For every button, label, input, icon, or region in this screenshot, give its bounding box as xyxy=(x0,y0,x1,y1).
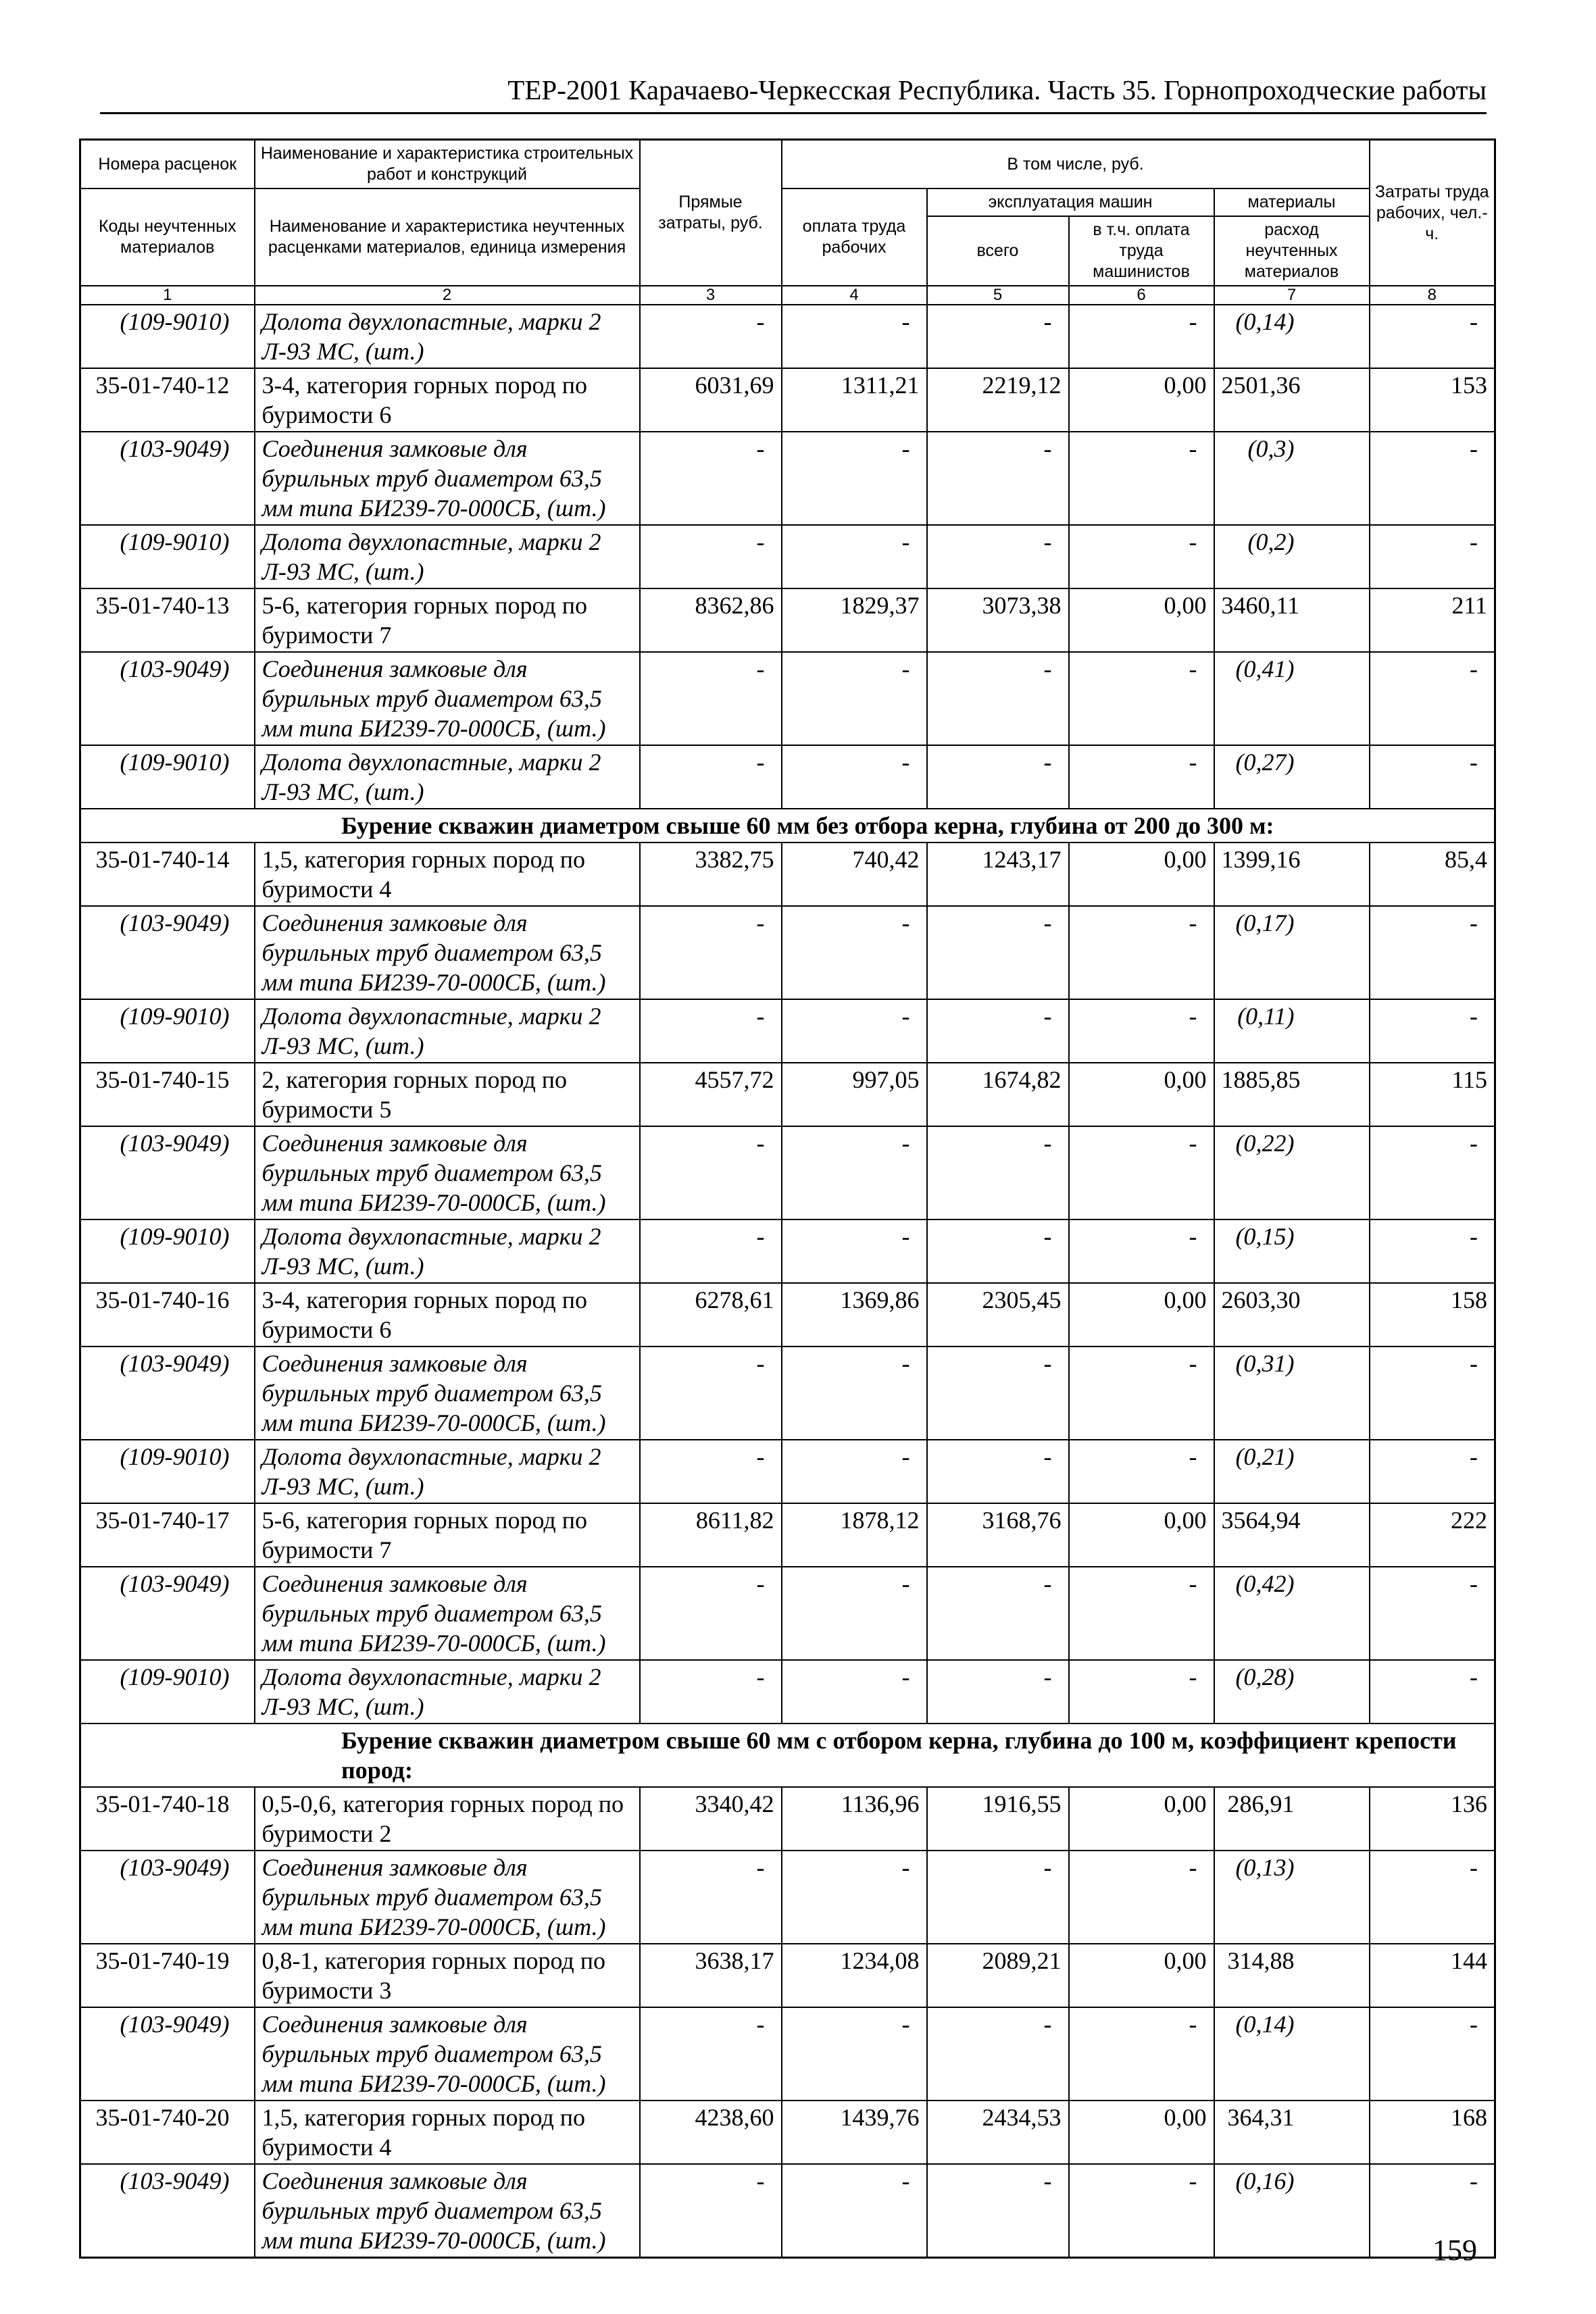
description-cell: Соединения замковые для бурильных труб диаметром 63,5 мм типа БИ239-70-000СБ, (шт.) xyxy=(255,1347,640,1440)
col-total: всего xyxy=(927,216,1069,286)
material-row xyxy=(80,1660,1495,1724)
machines-total-cell: - xyxy=(927,1219,1069,1283)
material-row xyxy=(80,2007,1495,2101)
code-cell: (109-9010) xyxy=(80,305,255,368)
code-cell: 35-01-740-16 xyxy=(80,1283,255,1347)
materials-cell: (0,16) xyxy=(1214,2164,1370,2258)
rate-row xyxy=(80,1283,1495,1347)
machinists-cell: - xyxy=(1069,652,1214,745)
direct-cost-cell: - xyxy=(640,2007,782,2101)
description-cell: 0,8-1, категория горных пород по буримости 3 xyxy=(255,1944,640,2007)
code-cell: (109-9010) xyxy=(80,1219,255,1283)
wages-cell: - xyxy=(782,305,927,368)
description-cell: 5-6, категория горных пород по буримости 7 xyxy=(255,588,640,652)
section-heading-row xyxy=(80,1724,1495,1787)
direct-cost-cell: - xyxy=(640,1660,782,1724)
material-row xyxy=(80,1440,1495,1503)
rate-row xyxy=(80,368,1495,432)
rate-row xyxy=(80,1063,1495,1126)
direct-cost-cell: - xyxy=(640,1126,782,1219)
wages-cell: - xyxy=(782,906,927,999)
material-row xyxy=(80,1219,1495,1283)
machines-total-cell: 3168,76 xyxy=(927,1503,1069,1567)
wages-cell: 740,42 xyxy=(782,842,927,906)
wages-cell: - xyxy=(782,2007,927,2101)
wages-cell: - xyxy=(782,1219,927,1283)
code-cell: (103-9049) xyxy=(80,432,255,525)
machinists-cell: 0,00 xyxy=(1069,1063,1214,1126)
direct-cost-cell: - xyxy=(640,745,782,809)
labor-cell: 85,4 xyxy=(1370,842,1495,906)
col-labor: Затраты труда рабочих, чел.-ч. xyxy=(1370,140,1495,286)
machinists-cell: - xyxy=(1069,432,1214,525)
code-cell: (103-9049) xyxy=(80,2164,255,2258)
machines-total-cell: - xyxy=(927,1567,1069,1660)
direct-cost-cell: - xyxy=(640,1567,782,1660)
machines-total-cell: - xyxy=(927,1126,1069,1219)
materials-cell: 314,88 xyxy=(1214,1944,1370,2007)
direct-cost-cell: 8611,82 xyxy=(640,1503,782,1567)
code-cell: 35-01-740-17 xyxy=(80,1503,255,1567)
direct-cost-cell: - xyxy=(640,906,782,999)
labor-cell: 168 xyxy=(1370,2101,1495,2164)
page-header: ТЕР-2001 Карачаево-Черкесская Республика. Часть 35. Горнопроходческие работы xyxy=(100,73,1487,114)
machinists-cell: - xyxy=(1069,1126,1214,1219)
description-cell: 3-4, категория горных пород по буримости 6 xyxy=(255,368,640,432)
wages-cell: - xyxy=(782,525,927,588)
col-index: 8 xyxy=(1370,286,1495,305)
machines-total-cell: - xyxy=(927,2164,1069,2258)
wages-cell: - xyxy=(782,2164,927,2258)
materials-cell: (0,41) xyxy=(1214,652,1370,745)
col-wages: оплата труда рабочих xyxy=(782,188,927,286)
machinists-cell: - xyxy=(1069,999,1214,1063)
direct-cost-cell: - xyxy=(640,305,782,368)
col-index: 6 xyxy=(1069,286,1214,305)
col-direct: Прямые затраты, руб. xyxy=(640,140,782,286)
wages-cell: 997,05 xyxy=(782,1063,927,1126)
labor-cell: - xyxy=(1370,305,1495,368)
description-cell: Долота двухлопастные, марки 2 Л-93 МС, (шт.) xyxy=(255,745,640,809)
labor-cell: - xyxy=(1370,1219,1495,1283)
labor-cell: - xyxy=(1370,906,1495,999)
machinists-cell: - xyxy=(1069,1567,1214,1660)
machines-total-cell: 2219,12 xyxy=(927,368,1069,432)
machinists-cell: 0,00 xyxy=(1069,588,1214,652)
labor-cell: - xyxy=(1370,1567,1495,1660)
machines-total-cell: - xyxy=(927,1851,1069,1944)
code-cell: (103-9049) xyxy=(80,1851,255,1944)
machines-total-cell: 2434,53 xyxy=(927,2101,1069,2164)
code-cell: 35-01-740-15 xyxy=(80,1063,255,1126)
material-row xyxy=(80,1567,1495,1660)
direct-cost-cell: 8362,86 xyxy=(640,588,782,652)
labor-cell: - xyxy=(1370,432,1495,525)
machines-total-cell: - xyxy=(927,525,1069,588)
code-cell: (109-9010) xyxy=(80,1440,255,1503)
material-row xyxy=(80,1851,1495,1944)
description-cell: 5-6, категория горных пород по буримости 7 xyxy=(255,1503,640,1567)
materials-cell: (0,42) xyxy=(1214,1567,1370,1660)
description-cell: Соединения замковые для бурильных труб диаметром 63,5 мм типа БИ239-70-000СБ, (шт.) xyxy=(255,652,640,745)
code-cell: (103-9049) xyxy=(80,1347,255,1440)
machines-total-cell: 1916,55 xyxy=(927,1787,1069,1851)
wages-cell: - xyxy=(782,652,927,745)
wages-cell: 1878,12 xyxy=(782,1503,927,1567)
material-row xyxy=(80,745,1495,809)
col-name: Наименование и характеристика строительных работ и конструкций xyxy=(255,140,640,189)
machines-total-cell: - xyxy=(927,1660,1069,1724)
rate-row xyxy=(80,1944,1495,2007)
description-cell: Долота двухлопастные, марки 2 Л-93 МС, (шт.) xyxy=(255,999,640,1063)
materials-cell: (0,13) xyxy=(1214,1851,1370,1944)
col-materials: материалы xyxy=(1214,188,1370,216)
machines-total-cell: - xyxy=(927,652,1069,745)
machinists-cell: - xyxy=(1069,745,1214,809)
materials-cell: (0,31) xyxy=(1214,1347,1370,1440)
description-cell: Соединения замковые для бурильных труб диаметром 63,5 мм типа БИ239-70-000СБ, (шт.) xyxy=(255,906,640,999)
rates-table xyxy=(79,139,1496,2259)
labor-cell: - xyxy=(1370,652,1495,745)
description-cell: 1,5, категория горных пород по буримости 4 xyxy=(255,2101,640,2164)
materials-cell: 3564,94 xyxy=(1214,1503,1370,1567)
material-row xyxy=(80,1126,1495,1219)
labor-cell: - xyxy=(1370,2007,1495,2101)
machines-total-cell: - xyxy=(927,906,1069,999)
machines-total-cell: - xyxy=(927,745,1069,809)
rate-row xyxy=(80,1503,1495,1567)
machinists-cell: - xyxy=(1069,906,1214,999)
section-heading: Бурение скважин диаметром свыше 60 мм без отбора керна, глубина от 200 до 300 м: xyxy=(80,809,1495,842)
description-cell: Долота двухлопастные, марки 2 Л-93 МС, (шт.) xyxy=(255,525,640,588)
wages-cell: - xyxy=(782,432,927,525)
wages-cell: 1829,37 xyxy=(782,588,927,652)
wages-cell: 1369,86 xyxy=(782,1283,927,1347)
materials-cell: (0,28) xyxy=(1214,1660,1370,1724)
material-row xyxy=(80,525,1495,588)
rate-row xyxy=(80,2101,1495,2164)
machinists-cell: - xyxy=(1069,525,1214,588)
description-cell: Долота двухлопастные, марки 2 Л-93 МС, (шт.) xyxy=(255,1660,640,1724)
code-cell: 35-01-740-19 xyxy=(80,1944,255,2007)
direct-cost-cell: - xyxy=(640,1851,782,1944)
code-cell: 35-01-740-14 xyxy=(80,842,255,906)
page-number: 159 xyxy=(1432,2234,1477,2267)
materials-cell: (0,14) xyxy=(1214,2007,1370,2101)
wages-cell: 1234,08 xyxy=(782,1944,927,2007)
direct-cost-cell: 6031,69 xyxy=(640,368,782,432)
col-including: В том числе, руб. xyxy=(782,140,1370,189)
col-name-materials: Наименование и характеристика неучтенных расценками материалов, единица измерения xyxy=(255,188,640,286)
direct-cost-cell: 6278,61 xyxy=(640,1283,782,1347)
machines-total-cell: - xyxy=(927,432,1069,525)
section-heading: Бурение скважин диаметром свыше 60 мм с отбором керна, глубина до 100 м, коэффициент крепости пород: xyxy=(80,1724,1495,1787)
code-cell: (109-9010) xyxy=(80,999,255,1063)
materials-cell: 2603,30 xyxy=(1214,1283,1370,1347)
col-index: 1 xyxy=(80,286,255,305)
col-machines: эксплуатация машин xyxy=(927,188,1214,216)
machinists-cell: - xyxy=(1069,1660,1214,1724)
labor-cell: - xyxy=(1370,1126,1495,1219)
labor-cell: - xyxy=(1370,1347,1495,1440)
machinists-cell: 0,00 xyxy=(1069,2101,1214,2164)
machines-total-cell: - xyxy=(927,305,1069,368)
materials-cell: (0,14) xyxy=(1214,305,1370,368)
materials-cell: (0,22) xyxy=(1214,1126,1370,1219)
materials-cell: (0,21) xyxy=(1214,1440,1370,1503)
description-cell: Долота двухлопастные, марки 2 Л-93 МС, (шт.) xyxy=(255,1219,640,1283)
column-index-row xyxy=(80,286,1495,305)
direct-cost-cell: - xyxy=(640,432,782,525)
code-cell: (103-9049) xyxy=(80,1567,255,1660)
materials-cell: 2501,36 xyxy=(1214,368,1370,432)
description-cell: 2, категория горных пород по буримости 5 xyxy=(255,1063,640,1126)
code-cell: 35-01-740-12 xyxy=(80,368,255,432)
wages-cell: 1439,76 xyxy=(782,2101,927,2164)
wages-cell: - xyxy=(782,1126,927,1219)
labor-cell: 136 xyxy=(1370,1787,1495,1851)
rate-row xyxy=(80,588,1495,652)
code-cell: (109-9010) xyxy=(80,1660,255,1724)
wages-cell: - xyxy=(782,1567,927,1660)
labor-cell: 115 xyxy=(1370,1063,1495,1126)
direct-cost-cell: - xyxy=(640,1440,782,1503)
col-index: 7 xyxy=(1214,286,1370,305)
machinists-cell: 0,00 xyxy=(1069,842,1214,906)
labor-cell: 211 xyxy=(1370,588,1495,652)
code-cell: (103-9049) xyxy=(80,906,255,999)
col-machinists: в т.ч. оплата труда машинистов xyxy=(1069,216,1214,286)
labor-cell: - xyxy=(1370,745,1495,809)
machines-total-cell: 1243,17 xyxy=(927,842,1069,906)
col-index: 3 xyxy=(640,286,782,305)
code-cell: (109-9010) xyxy=(80,525,255,588)
wages-cell: 1311,21 xyxy=(782,368,927,432)
description-cell: 3-4, категория горных пород по буримости 6 xyxy=(255,1283,640,1347)
machinists-cell: - xyxy=(1069,2164,1214,2258)
labor-cell: - xyxy=(1370,1660,1495,1724)
machinists-cell: 0,00 xyxy=(1069,1944,1214,2007)
direct-cost-cell: - xyxy=(640,652,782,745)
col-rates-number: Номера расценок xyxy=(80,140,255,189)
description-cell: 1,5, категория горных пород по буримости 4 xyxy=(255,842,640,906)
labor-cell: - xyxy=(1370,1440,1495,1503)
rate-row xyxy=(80,842,1495,906)
description-cell: Долота двухлопастные, марки 2 Л-93 МС, (шт.) xyxy=(255,1440,640,1503)
direct-cost-cell: - xyxy=(640,999,782,1063)
wages-cell: 1136,96 xyxy=(782,1787,927,1851)
materials-cell: (0,2) xyxy=(1214,525,1370,588)
machinists-cell: 0,00 xyxy=(1069,1787,1214,1851)
machines-total-cell: 3073,38 xyxy=(927,588,1069,652)
code-cell: (103-9049) xyxy=(80,1126,255,1219)
materials-cell: (0,27) xyxy=(1214,745,1370,809)
materials-cell: (0,15) xyxy=(1214,1219,1370,1283)
code-cell: (103-9049) xyxy=(80,652,255,745)
code-cell: 35-01-740-18 xyxy=(80,1787,255,1851)
machinists-cell: - xyxy=(1069,1851,1214,1944)
labor-cell: - xyxy=(1370,999,1495,1063)
direct-cost-cell: - xyxy=(640,2164,782,2258)
direct-cost-cell: 3382,75 xyxy=(640,842,782,906)
material-row xyxy=(80,906,1495,999)
code-cell: (103-9049) xyxy=(80,2007,255,2101)
machines-total-cell: - xyxy=(927,1347,1069,1440)
machinists-cell: - xyxy=(1069,1347,1214,1440)
description-cell: Соединения замковые для бурильных труб диаметром 63,5 мм типа БИ239-70-000СБ, (шт.) xyxy=(255,2007,640,2101)
machines-total-cell: - xyxy=(927,2007,1069,2101)
machinists-cell: - xyxy=(1069,2007,1214,2101)
materials-cell: (0,11) xyxy=(1214,999,1370,1063)
description-cell: 0,5-0,6, категория горных пород по буримости 2 xyxy=(255,1787,640,1851)
code-cell: 35-01-740-20 xyxy=(80,2101,255,2164)
materials-cell: 1399,16 xyxy=(1214,842,1370,906)
direct-cost-cell: - xyxy=(640,525,782,588)
direct-cost-cell: - xyxy=(640,1219,782,1283)
col-codes: Коды неучтенных материалов xyxy=(80,188,255,286)
labor-cell: 222 xyxy=(1370,1503,1495,1567)
machines-total-cell: 1674,82 xyxy=(927,1063,1069,1126)
labor-cell: 144 xyxy=(1370,1944,1495,2007)
materials-cell: 3460,11 xyxy=(1214,588,1370,652)
materials-cell: (0,3) xyxy=(1214,432,1370,525)
machinists-cell: 0,00 xyxy=(1069,1283,1214,1347)
rate-row xyxy=(80,1787,1495,1851)
material-row xyxy=(80,999,1495,1063)
labor-cell: 153 xyxy=(1370,368,1495,432)
description-cell: Соединения замковые для бурильных труб диаметром 63,5 мм типа БИ239-70-000СБ, (шт.) xyxy=(255,1126,640,1219)
labor-cell: - xyxy=(1370,2164,1495,2258)
wages-cell: - xyxy=(782,1347,927,1440)
material-row xyxy=(80,652,1495,745)
machinists-cell: - xyxy=(1069,1219,1214,1283)
materials-cell: (0,17) xyxy=(1214,906,1370,999)
direct-cost-cell: 4238,60 xyxy=(640,2101,782,2164)
wages-cell: - xyxy=(782,1440,927,1503)
description-cell: Соединения замковые для бурильных труб диаметром 63,5 мм типа БИ239-70-000СБ, (шт.) xyxy=(255,2164,640,2258)
labor-cell: - xyxy=(1370,525,1495,588)
machinists-cell: 0,00 xyxy=(1069,1503,1214,1567)
col-index: 4 xyxy=(782,286,927,305)
machines-total-cell: 2089,21 xyxy=(927,1944,1069,2007)
table-header xyxy=(80,140,1495,305)
machines-total-cell: 2305,45 xyxy=(927,1283,1069,1347)
col-index: 2 xyxy=(255,286,640,305)
labor-cell: 158 xyxy=(1370,1283,1495,1347)
code-cell: (109-9010) xyxy=(80,745,255,809)
materials-cell: 364,31 xyxy=(1214,2101,1370,2164)
table-body xyxy=(80,305,1495,2258)
machinists-cell: - xyxy=(1069,305,1214,368)
description-cell: Соединения замковые для бурильных труб диаметром 63,5 мм типа БИ239-70-000СБ, (шт.) xyxy=(255,432,640,525)
direct-cost-cell: 4557,72 xyxy=(640,1063,782,1126)
col-index: 5 xyxy=(927,286,1069,305)
wages-cell: - xyxy=(782,1851,927,1944)
machinists-cell: - xyxy=(1069,1440,1214,1503)
direct-cost-cell: 3340,42 xyxy=(640,1787,782,1851)
description-cell: Долота двухлопастные, марки 2 Л-93 МС, (шт.) xyxy=(255,305,640,368)
code-cell: 35-01-740-13 xyxy=(80,588,255,652)
direct-cost-cell: 3638,17 xyxy=(640,1944,782,2007)
wages-cell: - xyxy=(782,999,927,1063)
description-cell: Соединения замковые для бурильных труб диаметром 63,5 мм типа БИ239-70-000СБ, (шт.) xyxy=(255,1567,640,1660)
col-unaccounted: расход неучтенных материалов xyxy=(1214,216,1370,286)
materials-cell: 286,91 xyxy=(1214,1787,1370,1851)
material-row xyxy=(80,2164,1495,2258)
material-row xyxy=(80,305,1495,368)
materials-cell: 1885,85 xyxy=(1214,1063,1370,1126)
direct-cost-cell: - xyxy=(640,1347,782,1440)
description-cell: Соединения замковые для бурильных труб диаметром 63,5 мм типа БИ239-70-000СБ, (шт.) xyxy=(255,1851,640,1944)
section-heading-row xyxy=(80,809,1495,842)
wages-cell: - xyxy=(782,745,927,809)
machines-total-cell: - xyxy=(927,999,1069,1063)
machines-total-cell: - xyxy=(927,1440,1069,1503)
labor-cell: - xyxy=(1370,1851,1495,1944)
material-row xyxy=(80,1347,1495,1440)
wages-cell: - xyxy=(782,1660,927,1724)
machinists-cell: 0,00 xyxy=(1069,368,1214,432)
material-row xyxy=(80,432,1495,525)
